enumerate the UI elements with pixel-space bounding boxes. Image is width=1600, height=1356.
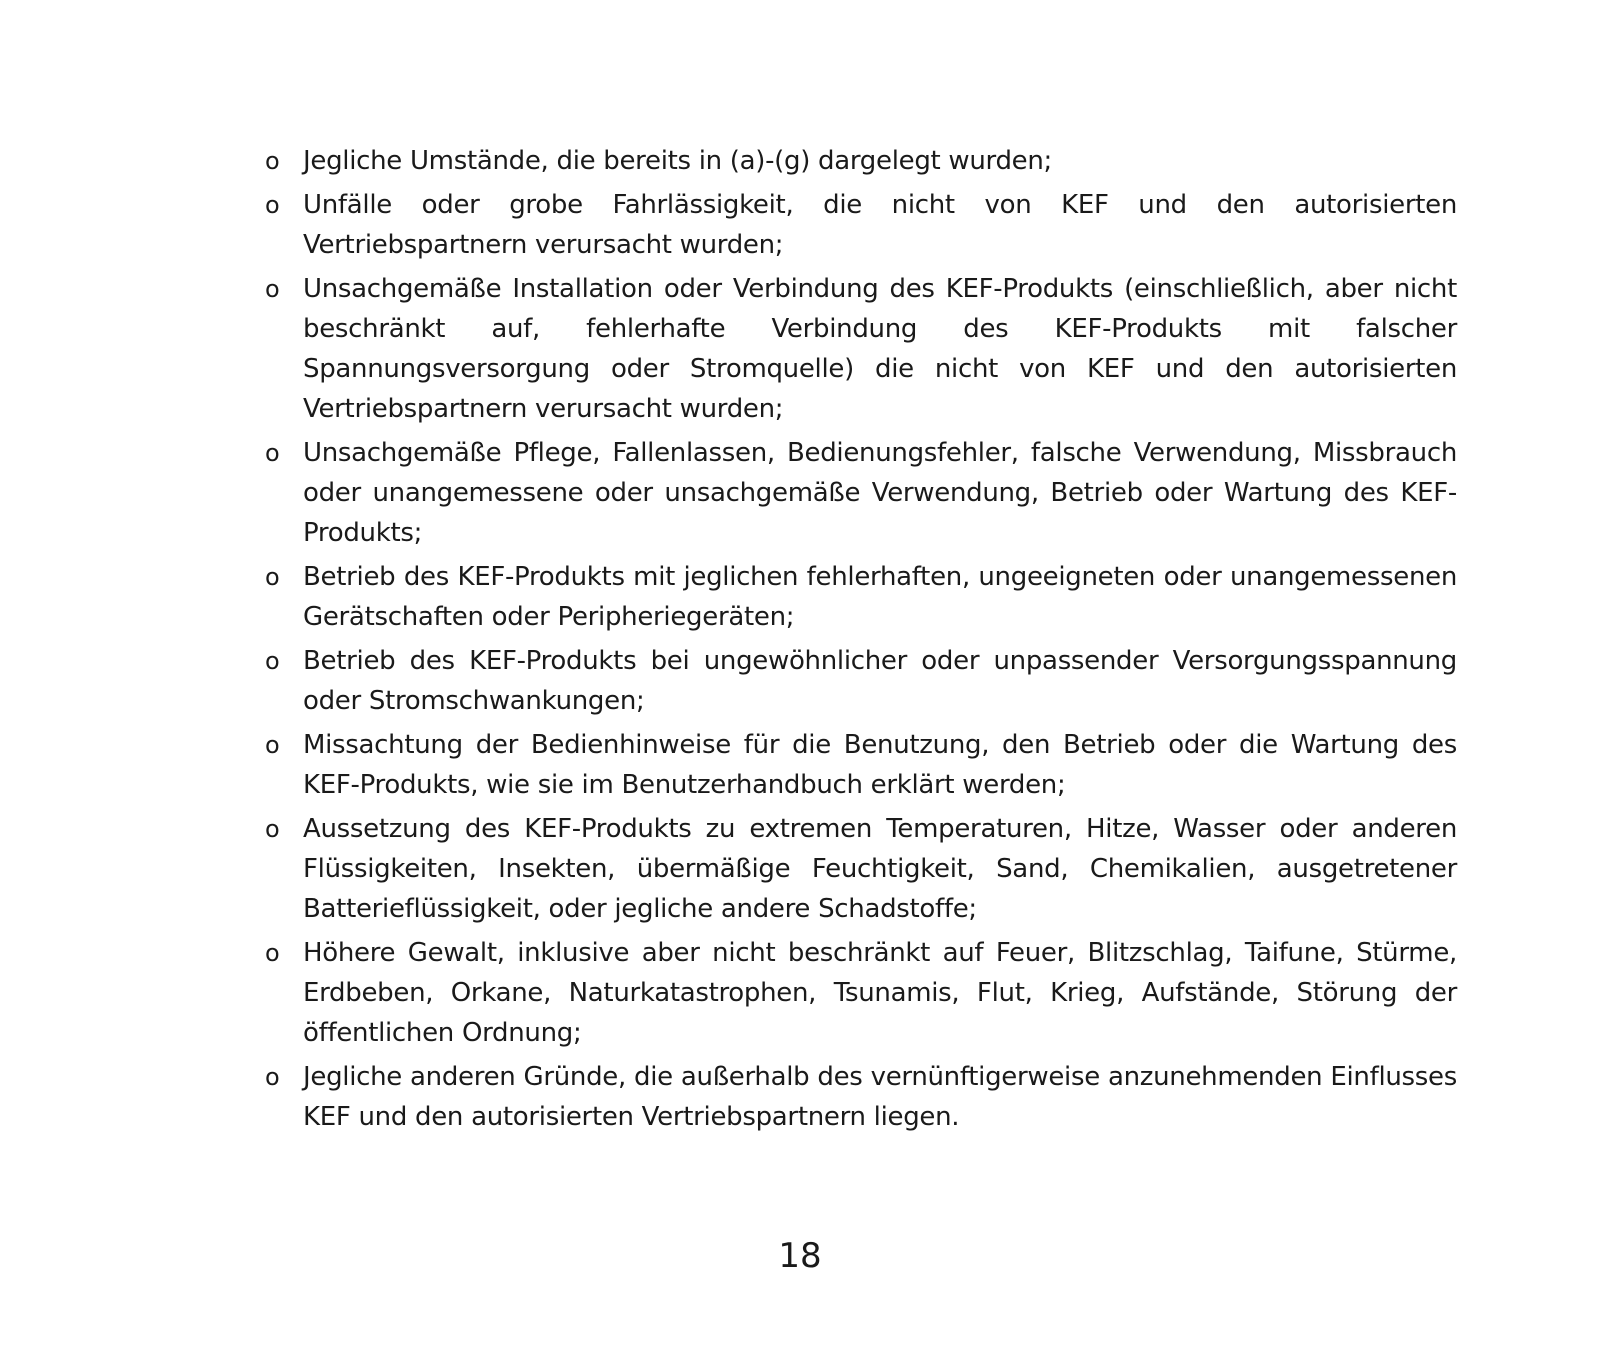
bullet-marker: o (265, 647, 280, 675)
bullet-marker: o (265, 939, 280, 967)
list-item (265, 641, 1457, 721)
bullet-marker: o (265, 1063, 280, 1091)
bullet-marker: o (265, 815, 280, 843)
list-item (265, 269, 1457, 429)
list-item-text: Betrieb des KEF-Produkts mit jeglichen fehlerhaften, ungeeigneten oder unangemessenen Gerätschaften oder Peripheriegeräten; (303, 562, 1457, 632)
bullet-marker: o (265, 147, 280, 175)
exclusions-list (265, 141, 1457, 1137)
bullet-marker: o (265, 731, 280, 759)
list-item-text: Missachtung der Bedienhinweise für die Benutzung, den Betrieb oder die Wartung des KEF-Produkts, wie sie im Benutzerhandbuch erklärt werden; (303, 730, 1457, 800)
list-item-text: Jegliche Umstände, die bereits in (a)-(g) dargelegt wurden; (303, 146, 1053, 176)
list-item-text: Aussetzung des KEF-Produkts zu extremen Temperaturen, Hitze, Wasser oder anderen Flüssigkeiten, Insekten, übermäßige Feuchtigkeit, Sand, Chemikalien, ausgetretener Batterieflüssigkeit, oder jegliche andere Schadstoffe; (303, 814, 1457, 924)
list-item-text: Höhere Gewalt, inklusive aber nicht beschränkt auf Feuer, Blitzschlag, Taifune, Stürme, Erdbeben, Orkane, Naturkatastrophen, Tsunamis, Flut, Krieg, Aufstände, Störung der öffentlichen Ordnung; (303, 938, 1457, 1048)
bullet-marker: o (265, 439, 280, 467)
list-item (265, 557, 1457, 637)
list-item-text: Betrieb des KEF-Produkts bei ungewöhnlicher oder unpassender Versorgungsspannung oder Stromschwankungen; (303, 646, 1457, 716)
list-item (265, 185, 1457, 265)
bullet-marker: o (265, 191, 280, 219)
page-number: 18 (778, 1236, 822, 1276)
bullet-marker: o (265, 275, 280, 303)
list-item (265, 141, 1457, 181)
list-item-text: Unsachgemäße Pflege, Fallenlassen, Bedienungsfehler, falsche Verwendung, Missbrauch oder unangemessene oder unsachgemäße Verwendung, Betrieb oder Wartung des KEF-Produkts; (303, 438, 1457, 548)
document-body (265, 141, 1457, 1141)
list-item (265, 933, 1457, 1053)
list-item (265, 1057, 1457, 1137)
list-item-text: Jegliche anderen Gründe, die außerhalb des vernünftigerweise anzunehmenden Einflusses KEF und den autorisierten Vertriebspartnern liegen. (303, 1062, 1457, 1132)
list-item (265, 725, 1457, 805)
list-item-text: Unfälle oder grobe Fahrlässigkeit, die nicht von KEF und den autorisierten Vertriebspartnern verursacht wurden; (303, 190, 1457, 260)
list-item-text: Unsachgemäße Installation oder Verbindung des KEF-Produkts (einschließlich, aber nicht beschränkt auf, fehlerhafte Verbindung des KEF-Produkts mit falscher Spannungsversorgung oder Stromquelle) die nicht von KEF und den autorisierten Vertriebspartnern verursacht wurden; (303, 274, 1457, 424)
list-item (265, 809, 1457, 929)
bullet-marker: o (265, 563, 280, 591)
list-item (265, 433, 1457, 553)
